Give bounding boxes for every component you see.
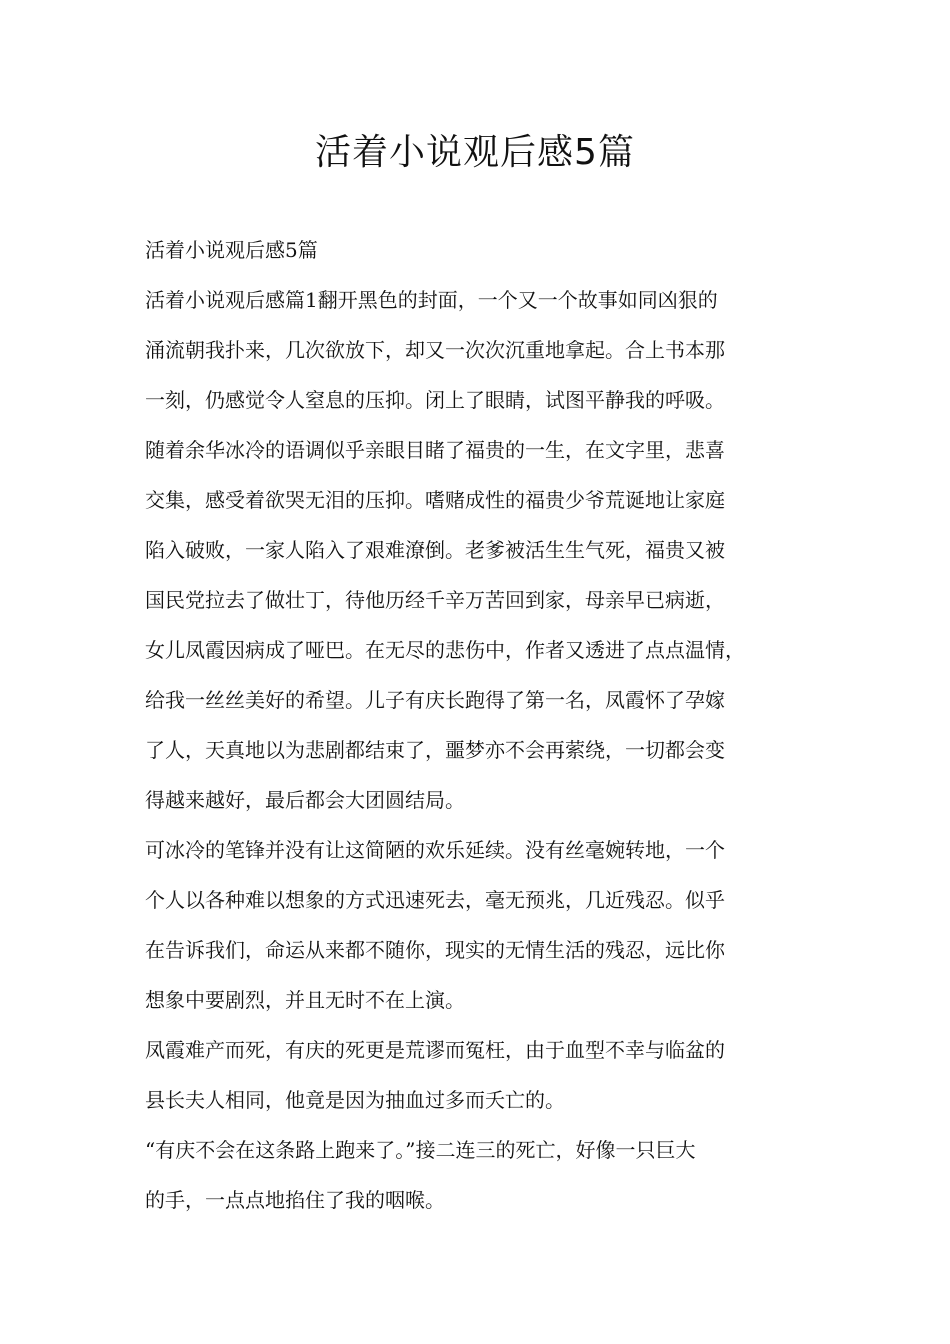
text-line: 给我一丝丝美好的希望。儿子有庆长跑得了第一名，凤霞怀了孕嫁	[145, 688, 725, 712]
text-line: 在告诉我们，命运从来都不随你，现实的无情生活的残忍，远比你	[145, 938, 725, 962]
document-title: 活着小说观后感5篇	[315, 132, 635, 173]
text-line: 交集，感受着欲哭无泪的压抑。嗜赌成性的福贵少爷荒诞地让家庭	[145, 488, 725, 512]
text-line: 活着小说观后感5篇	[145, 238, 318, 262]
text-line: 涌流朝我扑来，几次欲放下，却又一次次沉重地拿起。合上书本那	[145, 338, 725, 362]
text-line: 国民党拉去了做壮丁，待他历经千辛万苦回到家，母亲早已病逝，	[145, 588, 725, 612]
text-line: 活着小说观后感篇1翻开黑色的封面，一个又一个故事如同凶狠的	[145, 288, 718, 312]
text-line: 一刻，仍感觉令人窒息的压抑。闭上了眼睛，试图平静我的呼吸。	[145, 388, 725, 412]
text-line: 得越来越好，最后都会大团圆结局。	[145, 788, 465, 812]
text-line: 陷入破败，一家人陷入了艰难潦倒。老爹被活生生气死，福贵又被	[145, 538, 725, 562]
text-line: “有庆不会在这条路上跑来了。”接二连三的死亡，好像一只巨大	[145, 1138, 696, 1162]
text-line: 凤霞难产而死，有庆的死更是荒谬而冤枉，由于血型不幸与临盆的	[145, 1038, 725, 1062]
text-line: 随着余华冰冷的语调似乎亲眼目睹了福贵的一生，在文字里，悲喜	[145, 438, 725, 462]
text-line: 个人以各种难以想象的方式迅速死去，毫无预兆，几近残忍。似乎	[145, 888, 725, 912]
text-line: 县长夫人相同，他竟是因为抽血过多而夭亡的。	[145, 1088, 565, 1112]
text-line: 可冰冷的笔锋并没有让这简陋的欢乐延续。没有丝毫婉转地，一个	[145, 838, 725, 862]
text-line: 的手，一点点地掐住了我的咽喉。	[145, 1188, 445, 1212]
document-body	[145, 230, 835, 1230]
text-line: 女儿凤霞因病成了哑巴。在无尽的悲伤中，作者又透进了点点温情，	[145, 638, 745, 662]
text-line: 了人，天真地以为悲剧都结束了，噩梦亦不会再萦绕，一切都会变	[145, 738, 725, 762]
text-line: 想象中要剧烈，并且无时不在上演。	[145, 988, 465, 1012]
